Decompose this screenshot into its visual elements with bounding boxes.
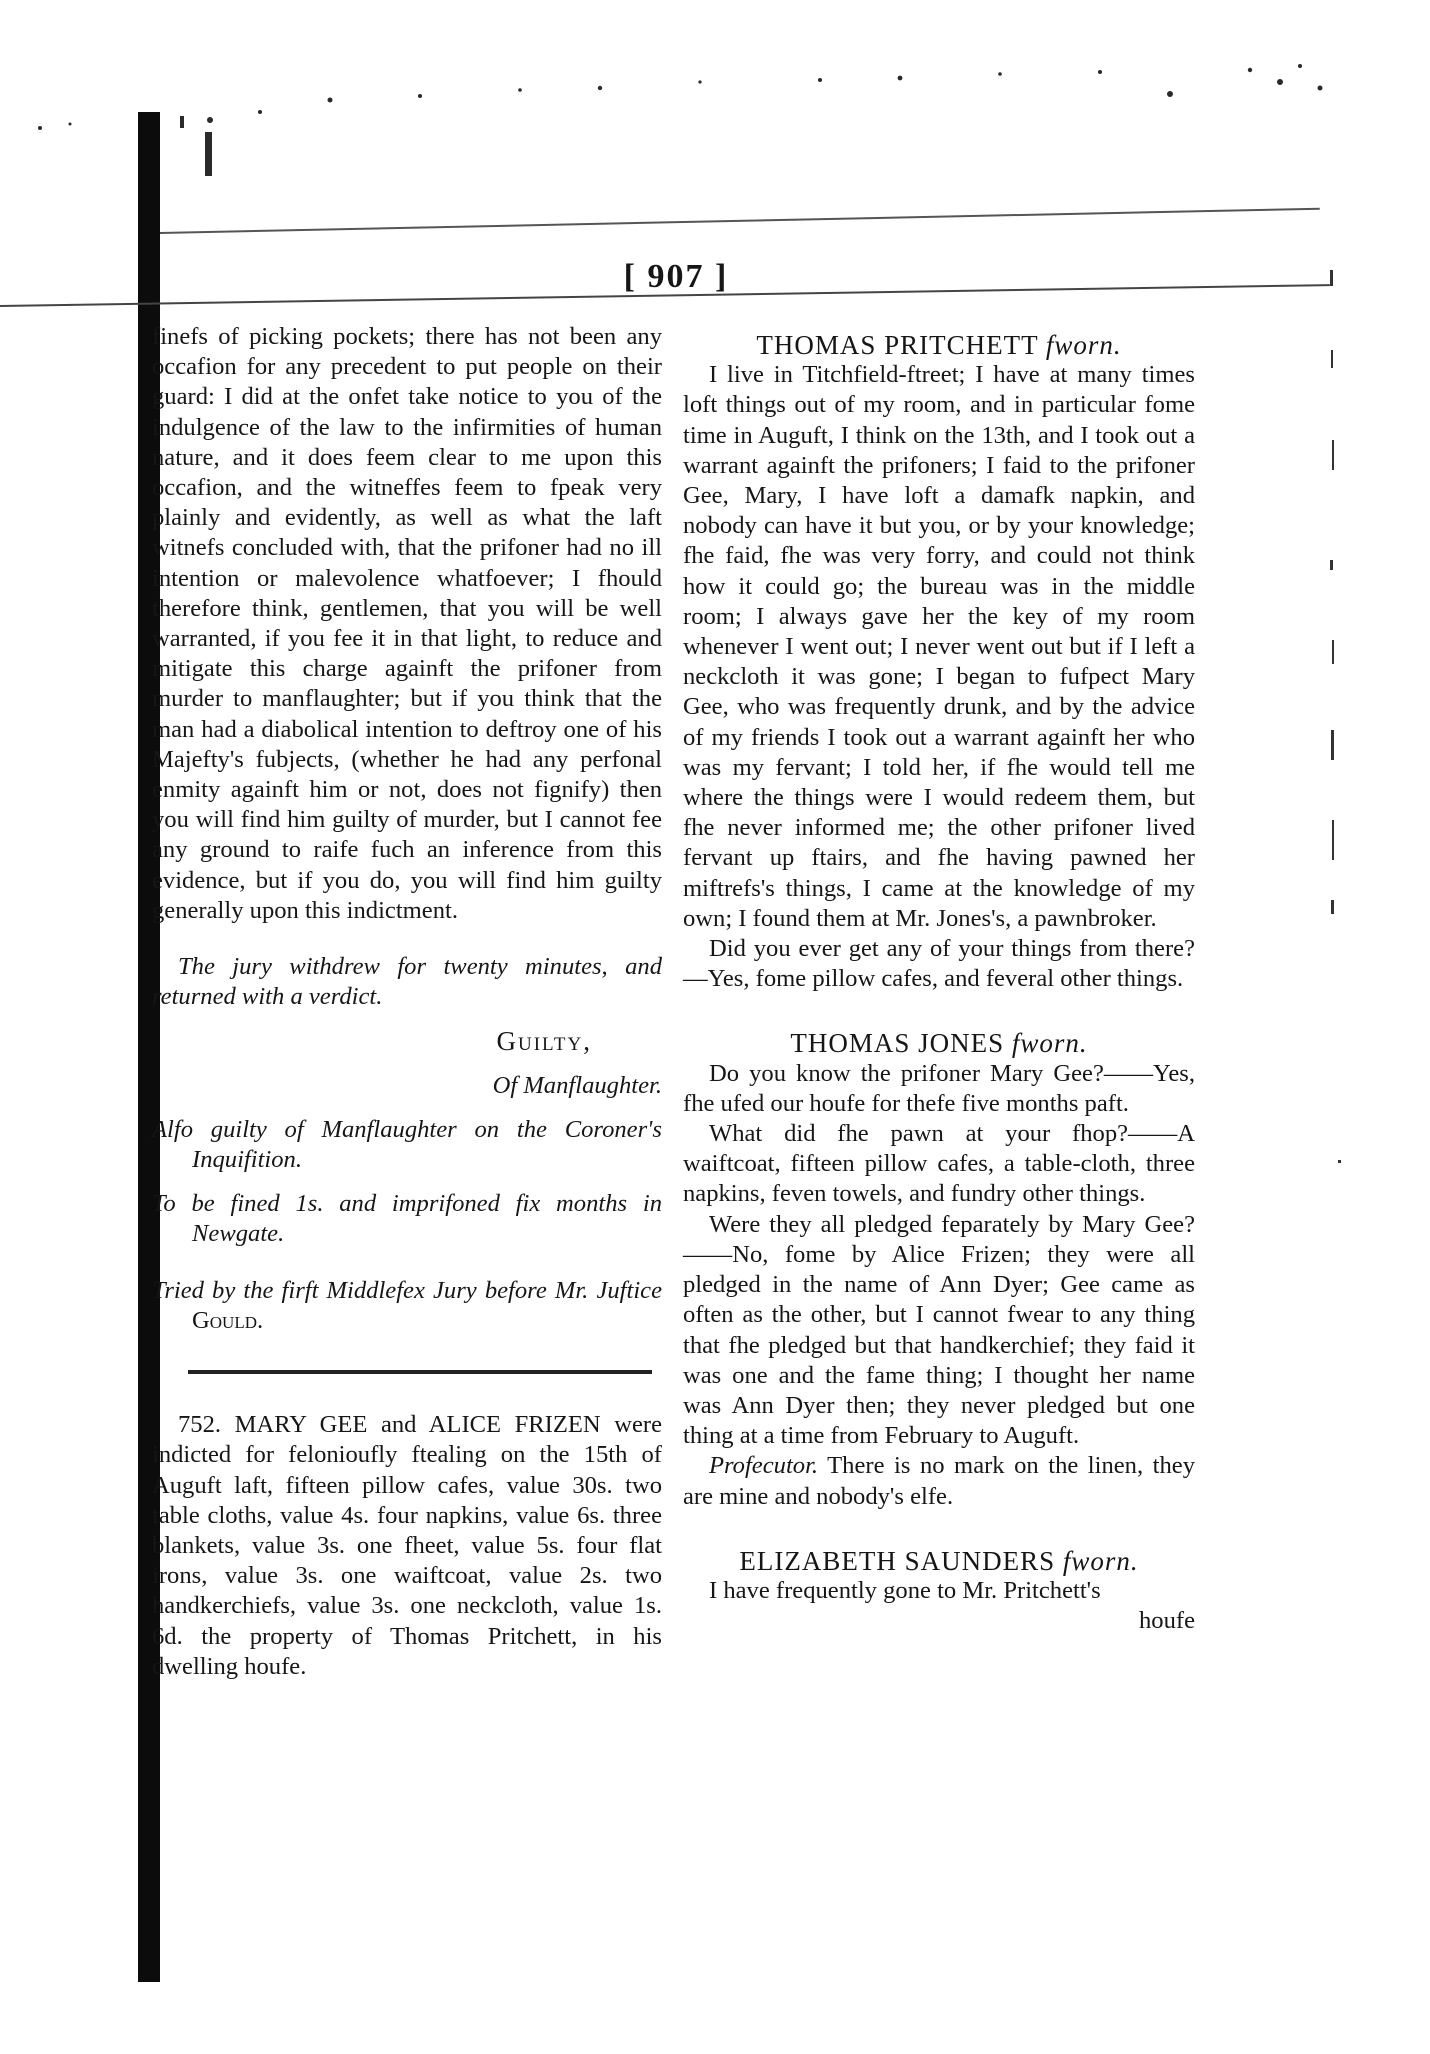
witness-name: THOMAS PRITCHETT bbox=[756, 330, 1046, 360]
pritchett-qa: Did you ever get any of your things from there?—Yes, fome pillow cafes, and feveral other things. bbox=[683, 935, 1195, 993]
sworn-label: fworn. bbox=[1045, 330, 1122, 360]
witness-heading-jones bbox=[683, 1028, 1195, 1058]
jones-qa-2: What did fhe pawn at your fhop?——A waiftcoat, fifteen pillow cafes, a table-cloth, three napkins, feven towels, and fundry other things. bbox=[683, 1120, 1195, 1208]
judge-name: Gould. bbox=[192, 1306, 264, 1334]
scan-noise-top bbox=[0, 60, 1430, 180]
tried-by-note bbox=[152, 1276, 662, 1336]
witness-name: ELIZABETH SAUNDERS bbox=[739, 1545, 1063, 1576]
verdict: Guilty, bbox=[496, 1026, 592, 1057]
pritchett-testimony: I live in Titchfield-ftreet; I have at many times loft things out of my room, and in particular fome time in Auguft, I think on the 13th, and I took out a warrant againft the prifoners; I faid to the prifoner Gee, Mary, I have loft a damafk napkin, and nobody can have it but you, or by your knowledge; fhe faid, fhe was very forry, and could not think how it could go; the bureau was in the middle room; I always gave her the key of my room whenever I went out; I never went out but if I left a neckcloth it was gone; I began to fufpect Mary Gee, who was frequently drunk, and by the advice of my friends I took out a warrant againft her who was my fervant; I told her, if fhe would tell me where the things were I would redeem them, but fhe never informed me; the other prifoner lived fervant up ftairs, and fhe having pawned her miftrefs's things, I came at the knowledge of my own; I found them at Mr. Jones's, a pawnbroker. bbox=[683, 361, 1195, 932]
top-rule bbox=[160, 208, 1320, 234]
sworn-label: fworn. bbox=[1062, 1545, 1139, 1576]
saunders-testimony: I have frequently gone to Mr. Pritchett's bbox=[709, 1576, 1101, 1604]
right-column bbox=[683, 322, 1195, 1636]
witness-heading-pritchett bbox=[683, 330, 1195, 360]
witness-name: THOMAS JONES bbox=[790, 1028, 1012, 1059]
sentence: To be fined 1s. and imprifoned fix months in Newgate. bbox=[152, 1190, 662, 1248]
prosecutor-text: There is no mark on the linen, they are mine and nobody's elfe. bbox=[683, 1452, 1195, 1510]
verdict-detail: Of Manflaughter. bbox=[492, 1071, 662, 1099]
catchword: houfe bbox=[1139, 1607, 1195, 1635]
prosecutor-statement bbox=[683, 1451, 1195, 1511]
page-number: [ 907 ] bbox=[623, 258, 729, 295]
witness-heading-saunders bbox=[683, 1546, 1195, 1576]
prosecutor-label: Profecutor. bbox=[709, 1452, 819, 1480]
scan-noise-right-margin bbox=[1322, 260, 1346, 1260]
left-column bbox=[152, 322, 662, 1682]
tried-by-text: Tried by the firft Middlefex Jury before Mr. Juftice bbox=[152, 1276, 662, 1304]
jones-qa-1: Do you know the prifoner Mary Gee?——Yes, fhe ufed our houfe for thefe five months paft. bbox=[683, 1059, 1195, 1117]
jones-qa-3: Were they all pledged feparately by Mary Gee?——No, fome by Alice Frizen; they were all pledged in the name of Ann Dyer; Gee came as often as the other, but I cannot fwear to any thing that fhe pledged but that handkerchief; they faid it was one and the fame thing; I thought her name was Ann Dyer then; they never pledged but one thing at a time from February to Auguft. bbox=[683, 1210, 1195, 1450]
sworn-label: fworn. bbox=[1011, 1028, 1088, 1059]
also-guilty-note: Alfo guilty of Manflaughter on the Coroner's Inquifition. bbox=[152, 1115, 662, 1174]
case-752-indictment: 752. MARY GEE and ALICE FRIZEN were indicted for felonioufly ftealing on the 15th of Auguft laft, fifteen pillow cafes, value 30s. two table cloths, value 4s. four napkins, value 6s. three blankets, value 3s. one fheet, value 5s. four flat irons, value 3s. one waiftcoat, value 2s. two handkerchiefs, value 3s. one neckcloth, value 1s. 6d. the property of Thomas Pritchett, in his dwelling houfe. bbox=[152, 1411, 662, 1680]
jury-note: The jury withdrew for twenty minutes, and returned with a verdict. bbox=[152, 953, 662, 1011]
case-separator-rule bbox=[188, 1370, 652, 1374]
judge-charge-paragraph: finefs of picking pockets; there has not been any occafion for any precedent to put people on their guard: I did at the onfet take notice to you of the indulgence of the law to the infirmities of human nature, and it does feem clear to me upon this occafion, and the witneffes feem to fpeak very plainly and evidently, as well as what the laft witnefs concluded with, that the prifoner had no ill intention or malevolence whatfoever; I fhould therefore think, gentlemen, that you will be well warranted, if you fee it in that light, to reduce and mitigate this charge againft the prifoner from murder to manflaughter; but if you think that the man had a diabolical intention to deftroy one of his Majefty's fubjects, (whether he had any perfonal enmity againft him or not, does not fignify) then you will find him guilty of murder, but I cannot fee any ground to raife fuch an inference from this evidence, but if you do, you will find him guilty generally upon this indictment. bbox=[152, 323, 662, 924]
